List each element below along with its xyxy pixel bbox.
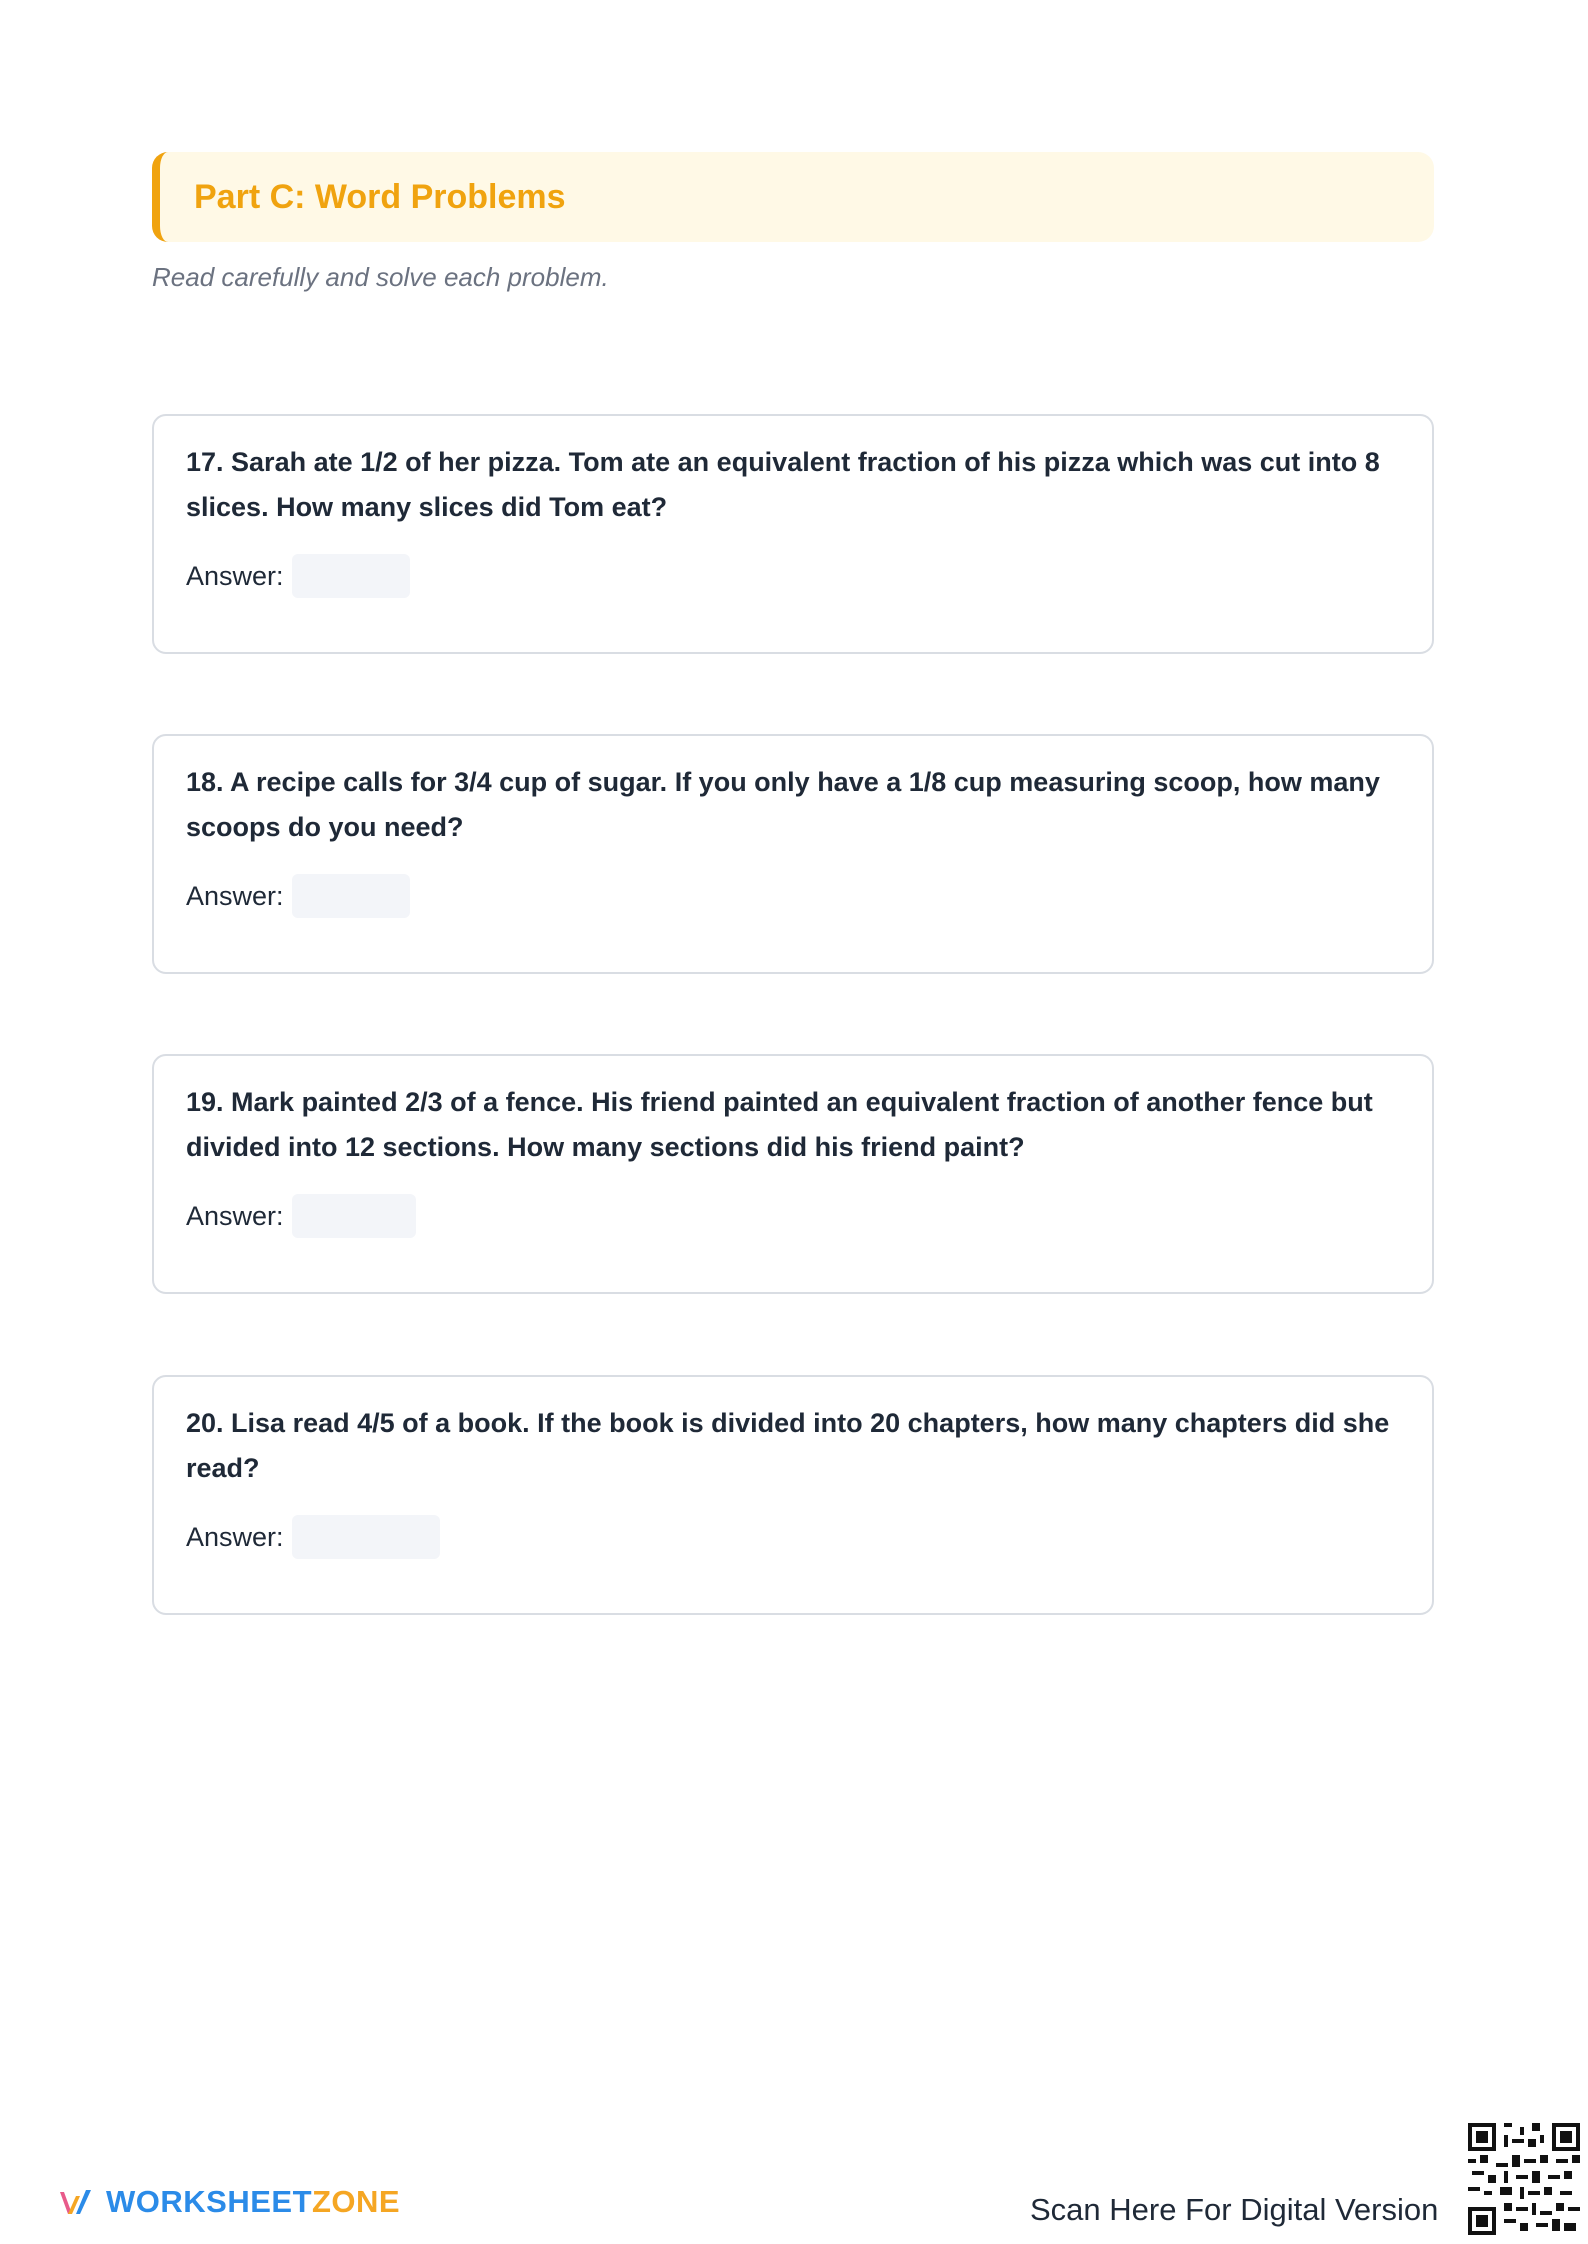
answer-row xyxy=(186,554,410,598)
section-title: Part C: Word Problems xyxy=(194,177,566,216)
answer-label: Answer: xyxy=(186,880,284,911)
answer-input[interactable] xyxy=(292,1194,416,1238)
problem-card-20 xyxy=(152,1375,1434,1615)
brand-logo xyxy=(58,2184,400,2220)
answer-row xyxy=(186,1515,440,1559)
problem-text: 18. A recipe calls for 3/4 cup of sugar. If you only have a 1/8 cup measuring scoop, how many scoops do you need? xyxy=(186,767,1380,842)
logo-mark-icon xyxy=(58,2186,94,2218)
instructions: Read carefully and solve each problem. xyxy=(152,262,609,292)
answer-label: Answer: xyxy=(186,1521,284,1552)
answer-label: Answer: xyxy=(186,1200,284,1231)
answer-label: Answer: xyxy=(186,560,284,591)
problem-card-17 xyxy=(152,414,1434,654)
answer-input[interactable] xyxy=(292,554,410,598)
brand-name: WORKSHEETZONE xyxy=(106,2184,401,2219)
answer-input[interactable] xyxy=(292,1515,440,1559)
answer-input[interactable] xyxy=(292,874,410,918)
problem-text: 20. Lisa read 4/5 of a book. If the book is divided into 20 chapters, how many chapters did she read? xyxy=(186,1408,1390,1483)
problem-card-19 xyxy=(152,1054,1434,1294)
qr-code-icon[interactable] xyxy=(1468,2123,1580,2235)
scan-caption: Scan Here For Digital Version xyxy=(1030,2192,1439,2227)
problem-text: 19. Mark painted 2/3 of a fence. His friend painted an equivalent fraction of another fence but divided into 12 sections. How many sections did his friend paint? xyxy=(186,1087,1373,1162)
answer-row xyxy=(186,1194,416,1238)
answer-row xyxy=(186,874,410,918)
problem-card-18 xyxy=(152,734,1434,974)
section-header xyxy=(152,152,1434,242)
problem-text: 17. Sarah ate 1/2 of her pizza. Tom ate an equivalent fraction of his pizza which was cut into 8 slices. How many slices did Tom eat? xyxy=(186,447,1380,522)
